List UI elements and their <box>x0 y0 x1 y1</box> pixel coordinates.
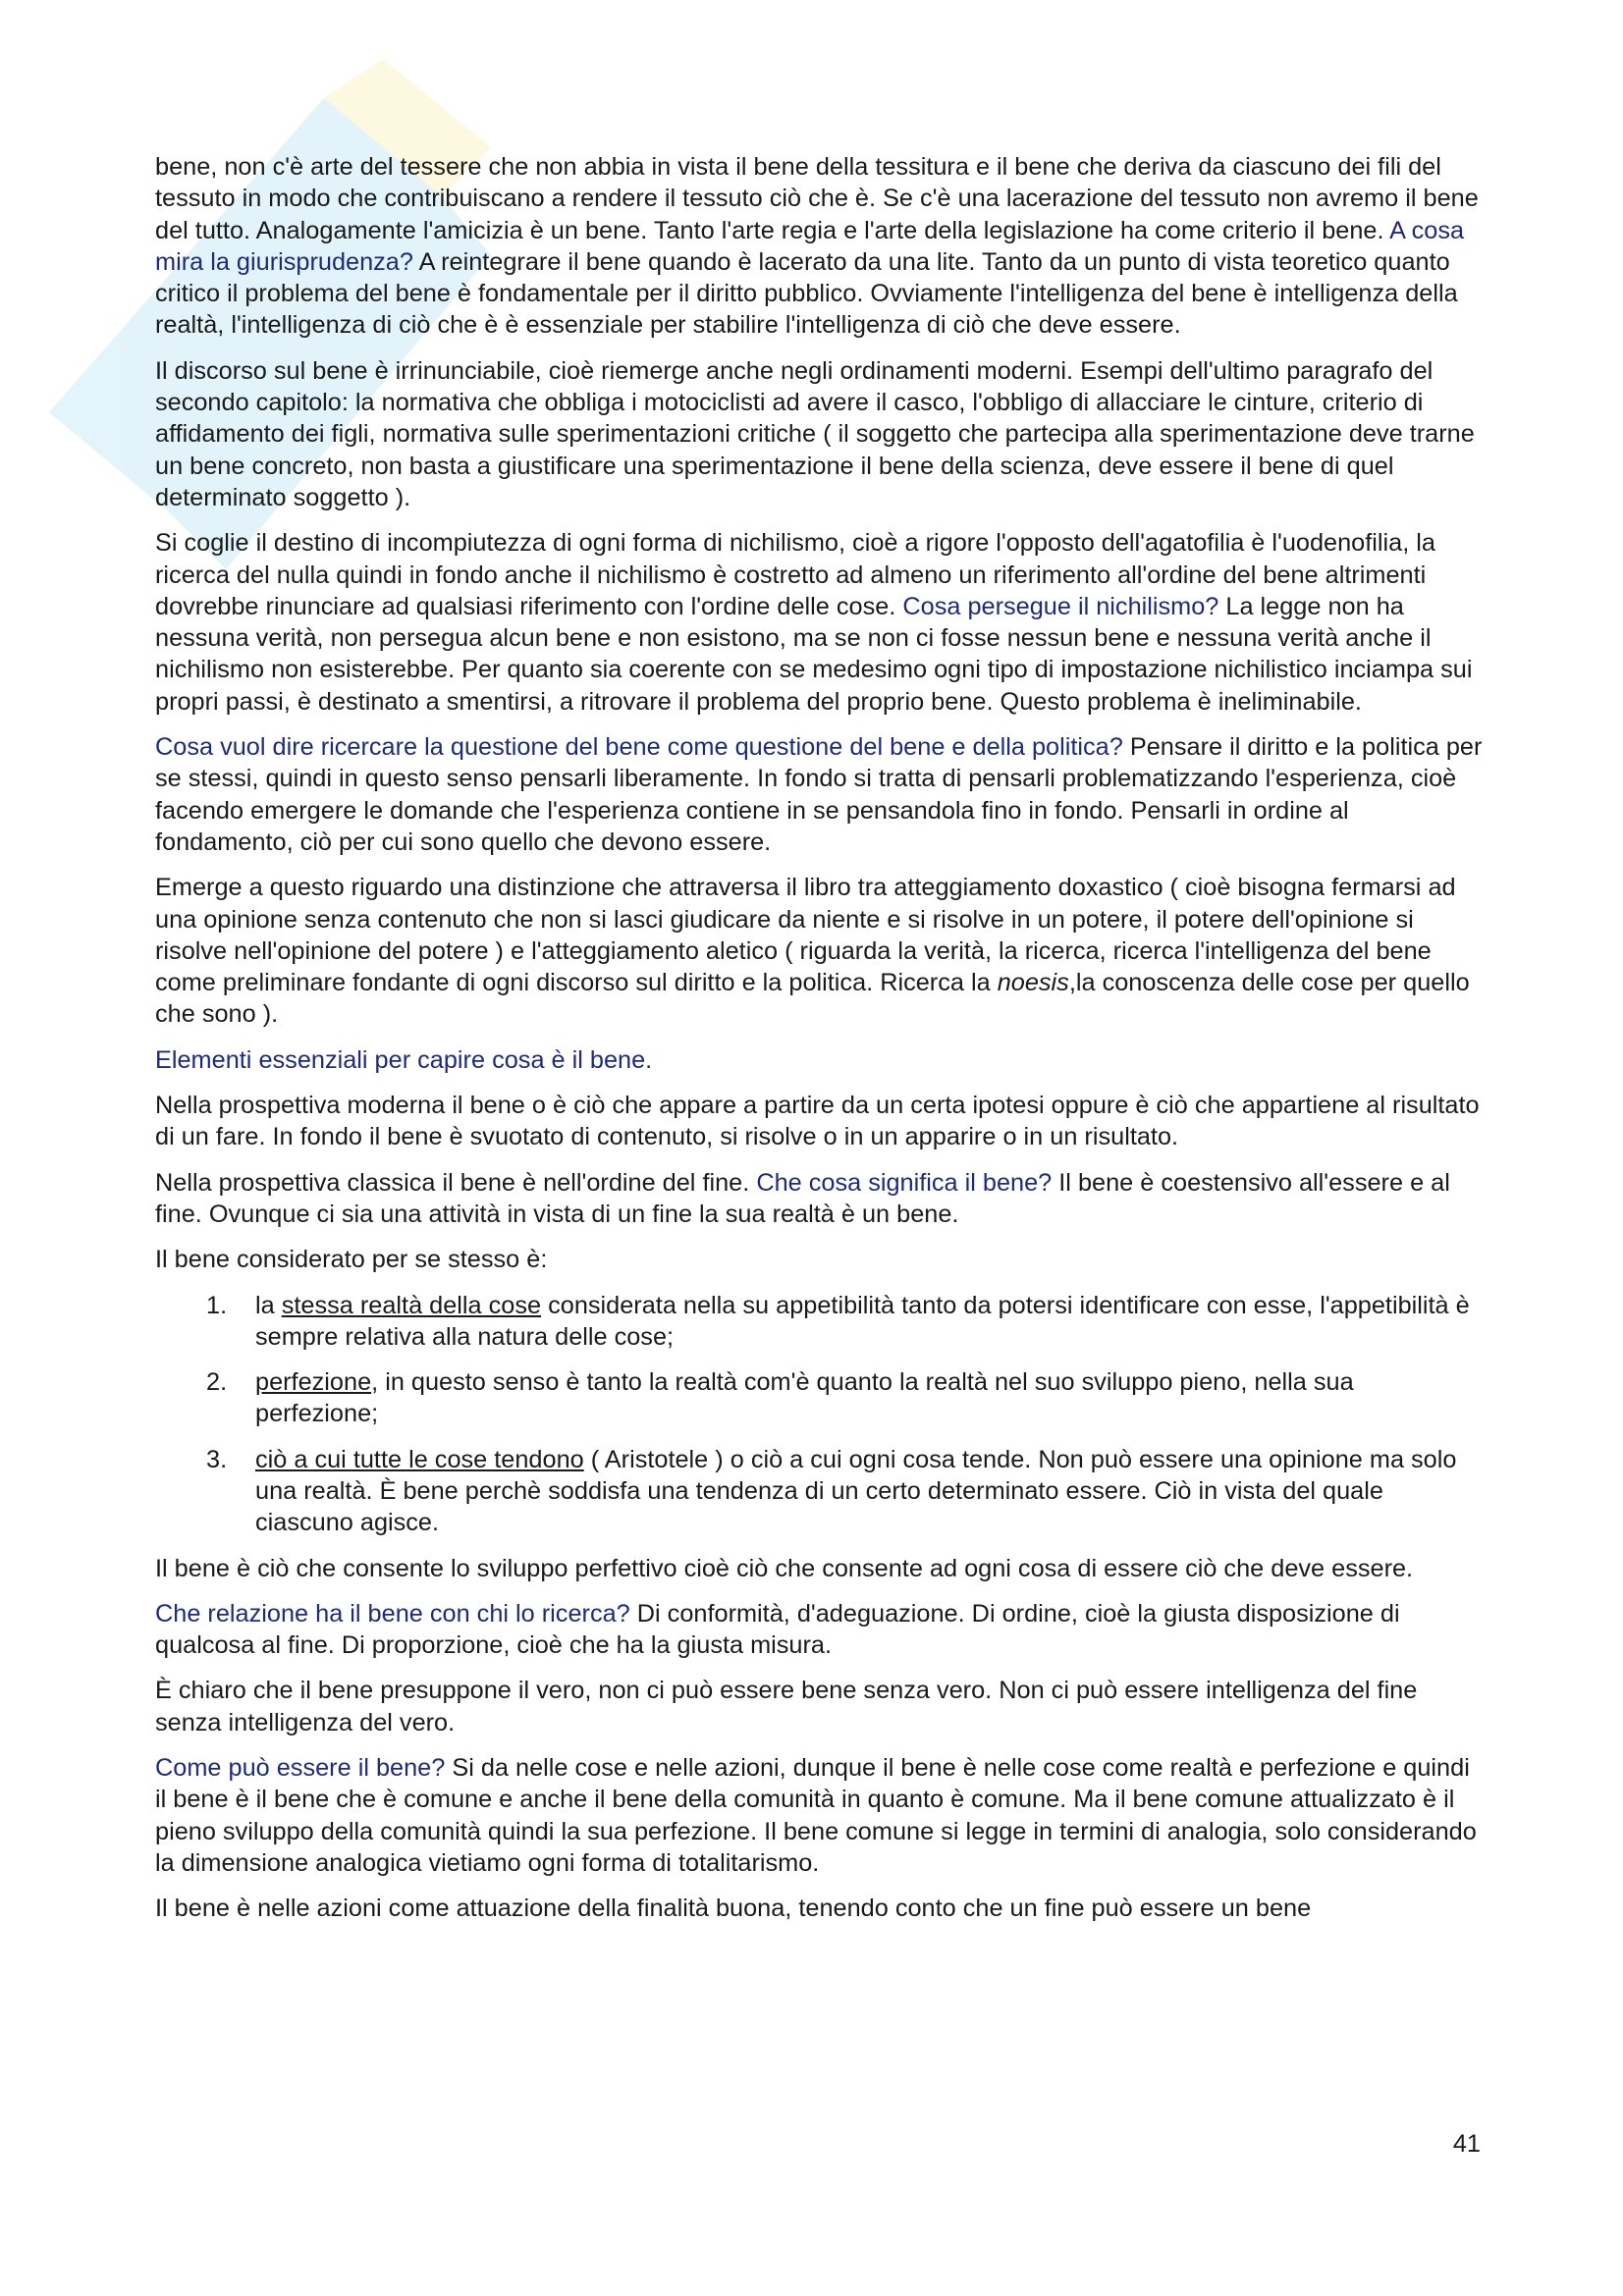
paragraph: Si coglie il destino di incompiutezza di ogni forma di nichilismo, cioè a rigore l'opposto dell'agatofilia è l'uodenofilia, la ricerca del nulla quindi in fondo anche il nichilismo è costretto ad almeno un riferimento all'ordine del bene altrimenti dovrebbe rinunciare ad qualsiasi riferimento con l'ordine delle cose. Cosa persegue il nichilismo? La legge non ha nessuna verità, non persegua alcun bene e non esistono, ma se non ci fosse nessun bene e nessuna verità anche il nichilismo non esisterebbe. Per quanto sia coerente con se medesimo ogni tipo di impostazione nichilistico inciampa sui propri passi, è destinato a smentirsi, a ritrovare il problema del proprio bene. Questo problema è ineliminabile. <box>155 529 1473 716</box>
list-item: 1. la stessa realtà della cose considerata nella su appetibilità tanto da potersi identificare con esse, l'appetibilità è sempre relativa alla natura delle cose; <box>206 1291 1470 1351</box>
paragraph: Come può essere il bene? Si da nelle cose e nelle azioni, dunque il bene è nelle cose come realtà e perfezione e quindi il bene è il bene che è comune e anche il bene della comunità in quanto è comune. Ma il bene comune attualizzato è il pieno sviluppo della comunità quindi la sua perfezione. Il bene comune si legge in termini di analogia, solo considerando la dimensione analogica vietiamo ogni forma di totalitarismo. <box>155 1754 1477 1877</box>
list-number: 3. <box>206 1445 228 1473</box>
paragraph: Il bene è nelle azioni come attuazione della finalità buona, tenendo conto che un fine può essere un bene <box>155 1895 1312 1923</box>
paragraph: Nella prospettiva classica il bene è nell'ordine del fine. Che cosa significa il bene? Il bene è coestensivo all'essere e al fine. Ovunque ci sia una attività in vista di un fine la sua realtà è un bene. <box>155 1168 1450 1228</box>
page-number: 41 <box>1452 2130 1481 2158</box>
list-item: 3. ciò a cui tutte le cose tendono ( Aristotele ) o ciò a cui ogni cosa tende. Non può essere una opinione ma solo una realtà. È bene perchè soddisfa una tendenza di un certo determinato essere. Ciò in vista del quale ciascuno agisce. <box>206 1445 1457 1537</box>
paragraph: Il bene considerato per se stesso è: <box>155 1246 548 1274</box>
paragraph: bene, non c'è arte del tessere che non abbia in vista il bene della tessitura e il bene che deriva da ciascuno dei fili del tessuto in modo che contribuiscano a rendere il tessuto ciò che è. Se c'è una lacerazione del tessuto non avremo il bene del tutto. Analogamente l'amicizia è un bene. Tanto l'arte regia e l'arte della legislazione ha come criterio il bene. A cosa mira la giurisprudenza? A reintegrare il bene quando è lacerato da una lite. Tanto da un punto di vista teoretico quanto critico il problema del bene è fondamentale per il diritto pubblico. Ovviamente l'intelligenza del bene è intelligenza della realtà, l'intelligenza di ciò che è è essenziale per stabilire l'intelligenza di ciò che deve essere. <box>155 153 1479 340</box>
underlined-term: ciò a cui tutte le cose tendono <box>255 1445 584 1473</box>
paragraph: Cosa vuol dire ricercare la questione del bene come questione del bene e della politica? Pensare il diritto e la politica per se stessi, quindi in questo senso pensarli liberamente. In fondo si tratta di pensarli problematizzando l'esperienza, cioè facendo emergere le domande che l'esperienza contiene in se pensandola fino in fondo. Pensarli in ordine al fondamento, ciò per cui sono quello che devono essere. <box>155 733 1483 856</box>
paragraph: È chiaro che il bene presuppone il vero, non ci può essere bene senza vero. Non ci può essere intelligenza del fine senza intelligenza del vero. <box>155 1677 1418 1736</box>
question-text: Che cosa significa il bene? <box>756 1168 1053 1197</box>
emphasis-noesis: noesis <box>997 969 1069 997</box>
underlined-term: stessa realtà della cose <box>281 1291 542 1319</box>
paragraph: Che relazione ha il bene con chi lo ricerca? Di conformità, d'adeguazione. Di ordine, cioè la giusta disposizione di qualcosa al fine. Di proporzione, cioè che ha la giusta misura. <box>155 1599 1400 1660</box>
list-number: 1. <box>206 1291 228 1319</box>
section-heading: Elementi essenziali per capire cosa è il bene. <box>155 1045 653 1074</box>
document-body <box>155 151 1483 1939</box>
question-text: Che relazione ha il bene con chi lo ricerca? <box>155 1599 630 1628</box>
question-text: A cosa mira la giurisprudenza? <box>155 216 1465 276</box>
list-number: 2. <box>206 1368 228 1397</box>
paragraph: Il discorso sul bene è irrinunciabile, cioè riemerge anche negli ordinamenti moderni. Esempi dell'ultimo paragrafo del secondo capitolo: la normativa che obbliga i motociclisti ad avere il casco, l'obbligo di allacciare le cinture, criterio di affidamento dei figli, normativa sulle sperimentazioni critiche ( il soggetto che partecipa alla sperimentazione deve trarne un bene concreto, non basta a giustificare una sperimentazione il bene della scienza, deve essere il bene di quel determinato soggetto ). <box>155 356 1475 511</box>
question-text: Come può essere il bene? <box>155 1754 446 1783</box>
paragraph: Il bene è ciò che consente lo sviluppo perfettivo cioè ciò che consente ad ogni cosa di essere ciò che deve essere. <box>155 1554 1414 1582</box>
question-text: Cosa vuol dire ricercare la questione del bene come questione del bene e della politica? <box>155 733 1123 762</box>
question-text: Cosa persegue il nichilismo? <box>902 592 1219 620</box>
numbered-list <box>155 1290 1483 1539</box>
underlined-term: perfezione <box>255 1368 372 1397</box>
paragraph: Nella prospettiva moderna il bene o è ciò che appare a partire da un certa ipotesi oppure è ciò che appartiene al risultato di un fare. In fondo il bene è svuotato di contenuto, si risolve o in un apparire o in un risultato. <box>155 1092 1480 1151</box>
paragraph: Emerge a questo riguardo una distinzione che attraversa il libro tra atteggiamento doxastico ( cioè bisogna fermarsi ad una opinione senza contenuto che non si lasci giudicare da niente e si risolve in un potere, il potere dell'opinione si risolve nell'opinione del potere ) e l'atteggiamento aletico ( riguarda la verità, la ricerca, ricerca l'intelligenza del bene come preliminare fondante di ogni discorso sul diritto e la politica. Ricerca la noesis,la conoscenza delle cose per quello che sono ). <box>155 874 1470 1029</box>
list-item: 2. perfezione, in questo senso è tanto la realtà com'è quanto la realtà nel suo sviluppo pieno, nella sua perfezione; <box>206 1368 1354 1428</box>
